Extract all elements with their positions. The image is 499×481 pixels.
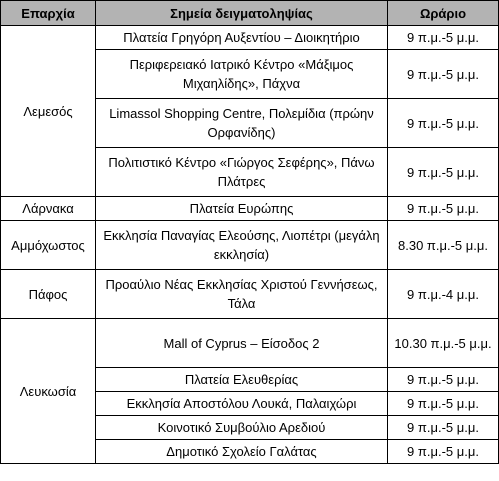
hours-cell: 9 π.μ.-5 μ.μ.: [388, 416, 499, 440]
location-cell: Πολιτιστικό Κέντρο «Γιώργος Σεφέρης», Πάνω Πλάτρες: [96, 148, 388, 197]
hours-cell: 8.30 π.μ.-5 μ.μ.: [388, 221, 499, 270]
header-district: Επαρχία: [1, 1, 96, 26]
district-cell: Λάρνακα: [1, 197, 96, 221]
header-row: [1, 1, 499, 26]
district-cell: Πάφος: [1, 270, 96, 319]
hours-cell: 9 π.μ.-5 μ.μ.: [388, 440, 499, 464]
header-location: Σημεία δειγματοληψίας: [96, 1, 388, 26]
location-cell: Mall of Cyprus – Είσοδος 2: [96, 319, 388, 368]
hours-cell: 10.30 π.μ.-5 μ.μ.: [388, 319, 499, 368]
location-cell: Κοινοτικό Συμβούλιο Αρεδιού: [96, 416, 388, 440]
table-row: [1, 319, 499, 368]
location-cell: Εκκλησία Αποστόλου Λουκά, Παλαιχώρι: [96, 392, 388, 416]
hours-cell: 9 π.μ.-5 μ.μ.: [388, 368, 499, 392]
location-cell: Εκκλησία Παναγίας Ελεούσης, Λιοπέτρι (μεγάλη εκκλησία): [96, 221, 388, 270]
hours-cell: 9 π.μ.-5 μ.μ.: [388, 197, 499, 221]
hours-cell: 9 π.μ.-5 μ.μ.: [388, 50, 499, 99]
location-cell: Πλατεία Ελευθερίας: [96, 368, 388, 392]
hours-cell: 9 π.μ.-5 μ.μ.: [388, 26, 499, 50]
table-row: [1, 270, 499, 319]
table-header: [1, 1, 499, 26]
location-cell: Πλατεία Γρηγόρη Αυξεντίου – Διοικητήριο: [96, 26, 388, 50]
table-row: [1, 197, 499, 221]
district-cell: Λεμεσός: [1, 26, 96, 197]
district-cell: Αμμόχωστος: [1, 221, 96, 270]
location-cell: Δημοτικό Σχολείο Γαλάτας: [96, 440, 388, 464]
table-row: [1, 26, 499, 50]
location-cell: Limassol Shopping Centre, Πολεμίδια (πρώην Ορφανίδης): [96, 99, 388, 148]
location-cell: Περιφερειακό Ιατρικό Κέντρο «Μάξιμος Μιχαηλίδης», Πάχνα: [96, 50, 388, 99]
location-cell: Προαύλιο Νέας Εκκλησίας Χριστού Γεννήσεως, Τάλα: [96, 270, 388, 319]
location-cell: Πλατεία Ευρώπης: [96, 197, 388, 221]
header-hours: Ωράριο: [388, 1, 499, 26]
table-body: [1, 26, 499, 464]
district-cell: Λευκωσία: [1, 319, 96, 464]
hours-cell: 9 π.μ.-5 μ.μ.: [388, 148, 499, 197]
hours-cell: 9 π.μ.-5 μ.μ.: [388, 99, 499, 148]
hours-cell: 9 π.μ.-4 μ.μ.: [388, 270, 499, 319]
hours-cell: 9 π.μ.-5 μ.μ.: [388, 392, 499, 416]
table-row: [1, 221, 499, 270]
